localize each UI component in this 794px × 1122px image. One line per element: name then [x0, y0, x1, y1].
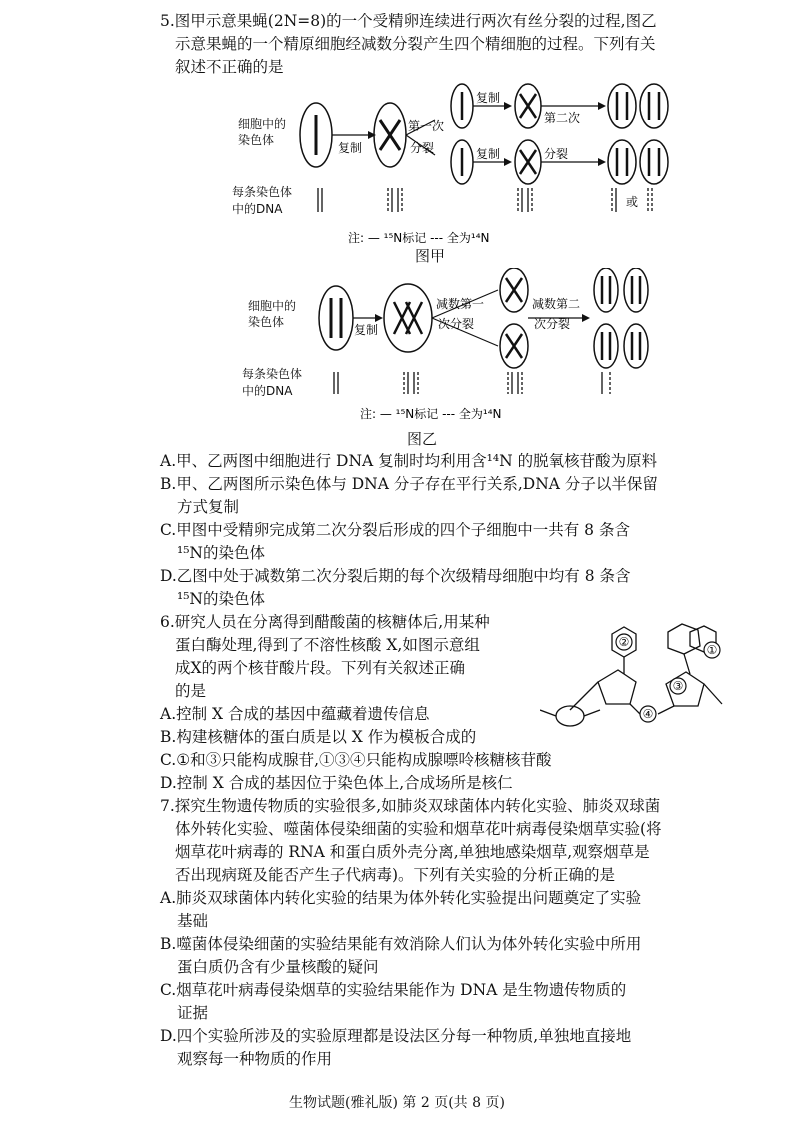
- q5-option-a: A.甲、乙两图中细胞进行 DNA 复制时均利用含¹⁴N 的脱氧核苷酸为原料: [160, 452, 658, 470]
- q7-option-c-line-2: 证据: [177, 1004, 209, 1022]
- figA-caption: 图甲: [414, 247, 445, 265]
- figA-dna-label-2: 中的DNA: [232, 202, 283, 216]
- figA-arrow-2b: 分裂: [410, 141, 435, 155]
- q7-stem-line-1: 7.探究生物遗传物质的实验很多,如肺炎双球菌体内转化实验、肺炎双球菌: [160, 797, 661, 815]
- q6-option-c: C.①和③只能构成腺苷,①③④只能构成腺嘌呤核糖核苷酸: [160, 751, 552, 769]
- figB-row-label-1: 细胞中的: [248, 299, 297, 313]
- figA-row-label-1: 细胞中的: [238, 117, 287, 131]
- figA-arrow-3b: 复制: [476, 147, 501, 161]
- figure-yi: [230, 268, 670, 432]
- q5-option-b-line-1: B.甲、乙两图所示染色体与 DNA 分子存在平行关系,DNA 分子以半保留: [160, 475, 658, 493]
- figA-dna-label-1: 每条染色体: [232, 185, 293, 199]
- fig6-label-1: ①: [706, 643, 718, 657]
- question-7: [160, 795, 720, 1071]
- q7-option-a-line-2: 基础: [177, 912, 209, 930]
- q7-option-a-line-1: A.肺炎双球菌体内转化实验的结果为体外转化实验提出问题奠定了实验: [160, 889, 642, 907]
- figA-row-label-2: 染色体: [238, 133, 275, 147]
- q5-stem-line-3: 叙述不正确的是: [175, 58, 284, 76]
- figB-dna-label-2: 中的DNA: [242, 384, 293, 398]
- figA-arrow-1: 复制: [338, 141, 363, 155]
- q6-option-a: A.控制 X 合成的基因中蕴藏着遗传信息: [160, 705, 430, 723]
- figB-arrow-3b: 次分裂: [534, 317, 571, 331]
- q7-option-b-line-1: B.噬菌体侵染细菌的实验结果能有效消除人们认为体外转化实验中所用: [160, 935, 642, 953]
- q5-option-b-line-2: 方式复制: [177, 498, 240, 516]
- figB-note: 注: — ¹⁵N标记 --- 全为¹⁴N: [360, 407, 502, 421]
- fig6-label-4: ④: [642, 707, 654, 721]
- fig6-label-3: ③: [672, 679, 684, 693]
- q7-stem-line-2: 体外转化实验、噬菌体侵染细菌的实验和烟草花叶病毒侵染烟草实验(将: [175, 820, 662, 838]
- figA-arrow-2a: 第一次: [408, 119, 445, 133]
- q7-option-d-line-2: 观察每一种物质的作用: [177, 1050, 333, 1068]
- q6-stem-line-2: 蛋白酶处理,得到了不溶性核酸 X,如图示意组: [175, 636, 480, 654]
- q7-stem-line-4: 否出现病斑及能否产生子代病毒)。下列有关实验的分析正确的是: [175, 866, 616, 884]
- figB-arrow-2a: 减数第一: [436, 297, 485, 311]
- figA-arrow-3a: 复制: [476, 91, 501, 105]
- figB-arrow-3a: 减数第二: [532, 297, 581, 311]
- figB-row-label-2: 染色体: [248, 315, 285, 329]
- figure-nucleotides: [540, 618, 730, 752]
- q5-option-d-line-2: ¹⁵N的染色体: [177, 590, 265, 608]
- q5-options: [160, 450, 720, 611]
- figB-arrow-1: 复制: [354, 323, 379, 337]
- q5-option-d-line-1: D.乙图中处于减数第二次分裂后期的每个次级精母细胞中均有 8 条含: [160, 567, 631, 585]
- figA-arrow-4a: 第二次: [544, 111, 581, 125]
- q5-option-c-line-2: ¹⁵N的染色体: [177, 544, 265, 562]
- figA-note: 注: — ¹⁵N标记 --- 全为¹⁴N: [348, 231, 490, 245]
- q7-option-c-line-1: C.烟草花叶病毒侵染烟草的实验结果能作为 DNA 是生物遗传物质的: [160, 981, 627, 999]
- figB-caption: 图乙: [406, 430, 437, 448]
- fig6-label-2: ②: [618, 635, 630, 649]
- q6-option-b: B.构建核糖体的蛋白质是以 X 作为模板合成的: [160, 728, 477, 746]
- q5-stem-line-2: 示意果蝇的一个精原细胞经减数分裂产生四个精细胞的过程。下列有关: [175, 35, 656, 53]
- q5-stem-line-1: 5.图甲示意果蝇(2N=8)的一个受精卵连续进行两次有丝分裂的过程,图乙: [160, 12, 657, 30]
- figB-arrow-2b: 次分裂: [438, 317, 475, 331]
- q7-option-b-line-2: 蛋白质仍含有少量核酸的疑问: [177, 958, 379, 976]
- page-footer: 生物试题(雅礼版) 第 2 页(共 8 页): [289, 1095, 505, 1111]
- q6-stem-line-4: 的是: [175, 682, 207, 700]
- q7-stem-line-3: 烟草花叶病毒的 RNA 和蛋白质外壳分离,单独地感染烟草,观察烟草是: [175, 843, 650, 861]
- figA-or-label: 或: [626, 195, 639, 209]
- figA-arrow-5: 分裂: [544, 147, 569, 161]
- q6-option-d: D.控制 X 合成的基因位于染色体上,合成场所是核仁: [160, 774, 513, 792]
- q5-option-c-line-1: C.甲图中受精卵完成第二次分裂后形成的四个子细胞中一共有 8 条含: [160, 521, 630, 539]
- q6-stem-line-3: 成X的两个核苷酸片段。下列有关叙述正确: [175, 659, 466, 677]
- question-5: [160, 10, 720, 79]
- q6-stem-line-1: 6.研究人员在分离得到醋酸菌的核糖体后,用某种: [160, 613, 490, 631]
- figure-jia: [230, 80, 670, 264]
- figB-dna-label-1: 每条染色体: [242, 367, 303, 381]
- q7-option-d-line-1: D.四个实验所涉及的实验原理都是设法区分每一种物质,单独地直接地: [160, 1027, 632, 1045]
